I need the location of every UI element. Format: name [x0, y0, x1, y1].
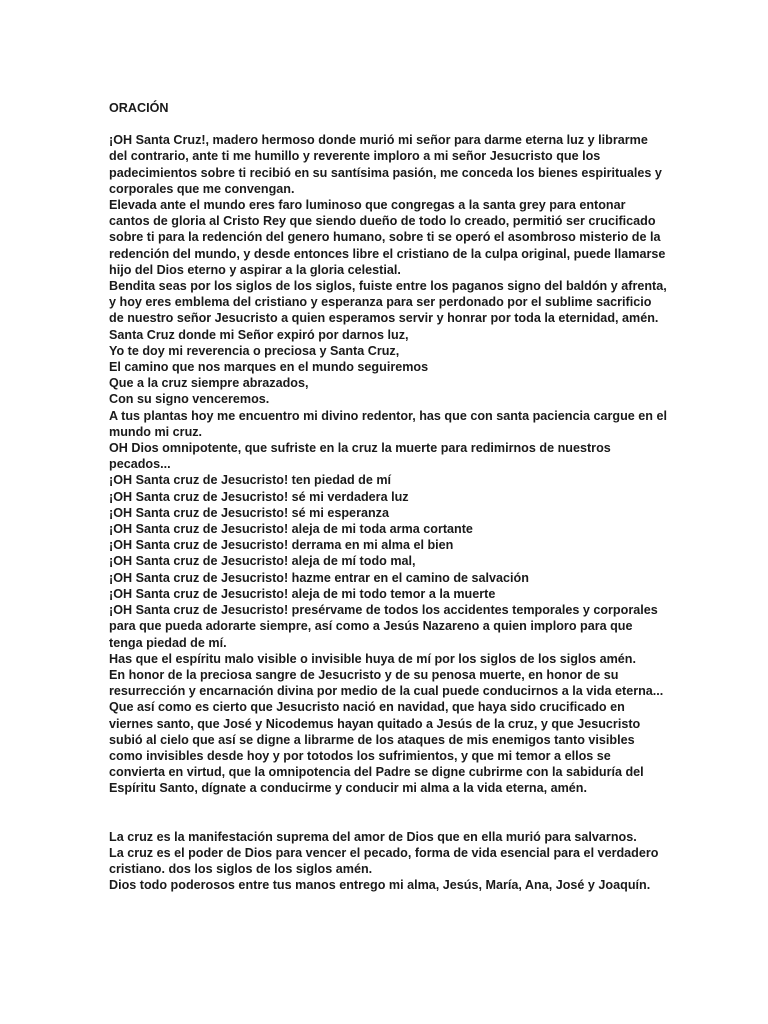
prayer-paragraph: ¡OH Santa cruz de Jesucristo! hazme entrar en el camino de salvación — [109, 570, 529, 585]
prayer-paragraph: ¡OH Santa cruz de Jesucristo! sé mi verdadera luz — [109, 489, 409, 504]
prayer-paragraph: En honor de la preciosa sangre de Jesucristo y de su penosa muerte, en honor de su resurrección y encarnación divina por medio de la cual puede conducirnos a la vida eterna... — [109, 667, 664, 699]
prayer-paragraph: Elevada ante el mundo eres faro luminoso que congregas a la santa grey para entonar cantos de gloria al Cristo Rey que siendo dueño de todo lo creado, permitió ser crucificado sobre ti para la redención del genero humano, sobre ti se operó el asombroso misterio de la redención del mundo, y desde entonces libre el cristiano de la culpa original, puede llamarse hijo del Dios eterno y aspirar a la gloria celestial. — [109, 198, 666, 277]
document-body — [109, 100, 669, 893]
prayer-paragraph: Has que el espíritu malo visible o invisible huya de mí por los siglos de los siglos amén. — [109, 651, 636, 666]
prayer-paragraph: ¡OH Santa cruz de Jesucristo! presérvame de todos los accidentes temporales y corporales para que pueda adorarte siempre, así como a Jesús Nazareno a quien imploro para que tenga piedad de mí. — [109, 603, 658, 650]
prayer-paragraph: Que a la cruz siempre abrazados, — [109, 376, 309, 391]
prayer-paragraph: Bendita seas por los siglos de los siglos, fuiste entre los paganos signo del baldón y afrenta, y hoy eres emblema del cristiano y esperanza para ser perdonado por el sublime sacrificio de nuestro señor Jesucristo a quien esperamos servir y honrar por toda la eternidad, amén. — [109, 279, 667, 326]
closing-paragraph: La cruz es el poder de Dios para vencer el pecado, forma de vida esencial para el verdadero cristiano. dos los siglos de los siglos amén. — [109, 845, 659, 876]
closing-paragraph: La cruz es la manifestación suprema del amor de Dios que en ella murió para salvarnos. — [109, 829, 637, 844]
prayer-paragraph: Santa Cruz donde mi Señor expiró por darnos luz, — [109, 327, 409, 342]
prayer-paragraph: ¡OH Santa cruz de Jesucristo! aleja de mi toda arma cortante — [109, 522, 473, 537]
prayer-paragraph: ¡OH Santa cruz de Jesucristo! aleja de mí todo mal, — [109, 554, 416, 569]
prayer-paragraph: A tus plantas hoy me encuentro mi divino redentor, has que con santa paciencia cargue en el mundo mi cruz. — [109, 408, 668, 439]
page-title: ORACIÓN — [109, 101, 169, 115]
prayer-paragraph: ¡OH Santa Cruz!, madero hermoso donde murió mi señor para darme eterna luz y librarme del contrario, ante ti me humillo y reverente imploro a mi señor Jesucristo que los padecimientos sobre ti recibió en su santísima pasión, me conceda los bienes espirituales y corporales que me convengan. — [109, 133, 662, 196]
prayer-section — [109, 132, 669, 796]
closing-section — [109, 829, 669, 894]
prayer-paragraph: Yo te doy mi reverencia o preciosa y Santa Cruz, — [109, 343, 400, 358]
prayer-paragraph: ¡OH Santa cruz de Jesucristo! sé mi esperanza — [109, 505, 389, 520]
prayer-paragraph: ¡OH Santa cruz de Jesucristo! ten piedad de mí — [109, 473, 392, 488]
prayer-paragraph: El camino que nos marques en el mundo seguiremos — [109, 360, 429, 375]
closing-paragraph: Dios todo poderosos entre tus manos entrego mi alma, Jesús, María, Ana, José y Joaquín. — [109, 878, 651, 893]
prayer-paragraph: ¡OH Santa cruz de Jesucristo! aleja de mi todo temor a la muerte — [109, 586, 496, 601]
prayer-paragraph: Con su signo venceremos. — [109, 392, 270, 407]
prayer-paragraph: OH Dios omnipotente, que sufriste en la cruz la muerte para redimirnos de nuestros pecados... — [109, 441, 611, 472]
prayer-paragraph: Que así como es cierto que Jesucristo nació en navidad, que haya sido crucificado en viernes santo, que José y Nicodemus hayan quitado a Jesús de la cruz, y que Jesucristo subió al cielo que así se digne a librarme de los ataques de mis enemigos tanto visibles como invisibles desde hoy y por totodos los sufrimientos, y que mi temor a ellos se convierta en virtud, que la omnipotencia del Padre se digne cubrirme con la sabiduría del Espíritu Santo, dígnate a conducirme y conducir mi alma a la vida eterna, amén. — [109, 700, 644, 796]
prayer-paragraph: ¡OH Santa cruz de Jesucristo! derrama en mi alma el bien — [109, 538, 454, 553]
section-spacer — [109, 797, 669, 829]
